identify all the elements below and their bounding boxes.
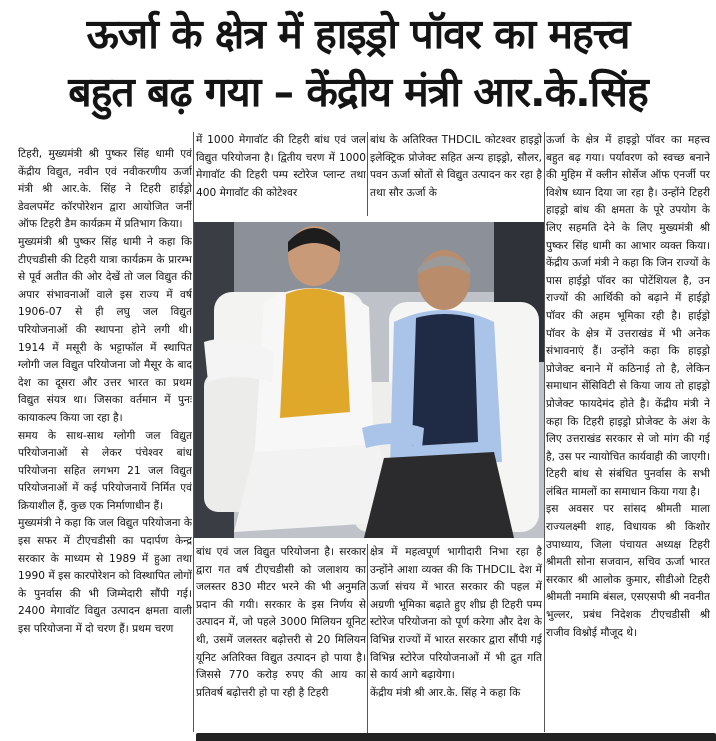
paragraph: बांध एवं जल विद्युत परियोजना है। सरकार द्वारा गत वर्ष टीएचडीसी को जलाशय का जलस्तर 830 मीटर भरने की भी अनुमति प्रदान की गयी। सरकार के इस निर्णय से उत्पादन में, जो पहले 3000 मिलियन यूनिट थी, उसमें जलस्तर बढ़ोत्तरी से 20 मिलियन यूनिट अतिरिक्त विद्युत उत्पादन हो पाया है। जिससे 770 करोड़ रुपए की आय का प्रतिवर्ष बढ़ोत्तरी हो पा रही है टिहरी xyxy=(196,546,366,699)
article-column-1 xyxy=(18,146,192,741)
paragraph: टिहरी, मुख्यमंत्री श्री पुष्कर सिंह धामी एवं केंद्रीय विद्युत, नवीन एवं नवीकरणीय ऊर्जा मंत्री श्री आर.के. सिंह ने टिहरी हाईड्रो डेवलपमेंट कॉरपोरेशन द्वारा आयोजित जर्नी ऑफ टिहरी डैम कार्यक्रम में प्रतिभाग किया। xyxy=(18,148,192,231)
paragraph: इस अवसर पर सांसद श्रीमती माला राज्यलक्ष्मी शाह, विधायक श्री किशोर उपाध्याय, जिला पंचायत अध्यक्ष टिहरी श्रीमती सोना सजवान, सचिव ऊर्जा भारत सरकार श्री आलोक कुमार, सीडीओ टिहरी श्रीमती नमामि बंसल, एसएसपी श्री नवनीत भुल्लर, प्रबंध निदेशक टीएचडीसी श्री राजीव विश्नोई मौजूद थे। xyxy=(546,503,710,639)
paragraph: बांध के अतिरिक्त THDCIL कोटश्वर हाइड्रो इलेक्ट्रिक प्रोजेक्ट सहित अन्य हाइड्रो, सौलर, पवन ऊर्जा स्रोतों से विद्युत उत्पादन कर रहा है तथा सौर ऊर्जा के xyxy=(370,134,542,199)
article-column-4 xyxy=(546,132,710,741)
headline-line-1: ऊर्जा के क्षेत्र में हाइड्रो पॉवर का महत्त्व xyxy=(86,10,630,58)
article-column-2-bottom xyxy=(196,544,366,741)
photo-illustration xyxy=(194,222,544,538)
column-divider xyxy=(193,132,194,732)
paragraph: केंद्रीय मंत्री श्री आर.के. सिंह ने कहा कि xyxy=(370,686,521,699)
headline-line-2: बहुत बढ़ गया – केंद्रीय मंत्री आर.के.सिंह xyxy=(68,68,648,116)
paragraph: मुख्यमंत्री श्री पुष्कर सिंह धामी ने कहा कि टीएचडीसी की टिहरी यात्रा कार्यक्रम के प्रारम्भ से पूर्व अतीत की ओर देखें तो जल विद्युत की अपार संभावनाओं वाले इस राज्य में वर्ष 1906-07 से ही लघु जल विद्युत परियोजनाओं की स्थापना होने लगी थी। 1914 में मसूरी के भट्टाफॉल में स्थापित ग्लोगी जल विद्युत परियोजना जो मैसूर के बाद देश का दूसरा और उत्तर भारत का प्रथम विद्युत संयत्र था। जिसका वर्तमान में पुनः कायाकल्प किया जा रहा है। xyxy=(18,235,192,424)
paragraph: में 1000 मेगावॉट की टिहरी बांध एवं जल विद्युत परियोजना है। द्वितीय चरण में 1000 मेगावॉट की टिहरी पम्प स्टोरेज प्लान्ट तथा 400 मेगावॉट की कोटेश्वर xyxy=(196,134,366,199)
article-column-2-top xyxy=(196,132,366,210)
column-divider xyxy=(367,544,368,734)
news-photo xyxy=(194,222,544,538)
article-column-3-bottom xyxy=(370,544,542,741)
paragraph: समय के साथ-साथ ग्लोगी जल विद्युत परियोजनाओं से लेकर पंचेश्वर बांध परियोजना सहित लगभग 21 जल विद्युत परियोजनाओं में कई परियोजनायें निर्मित एवं क्रियाशील हैं, कुछ एक निर्माणाधीन हैं। xyxy=(18,429,192,512)
article-column-3-top xyxy=(370,132,542,210)
paragraph: मुख्यमंत्री ने कहा कि जल विद्युत परियोजना के इस सफर में टीएचडीसी का पदार्पण केन्द्र सरकार के माध्यम से 1989 में हुआ तथा 1990 में इस कारपोरेशन को विस्थापित लोगों के पुनर्वास की भी जिम्मेदारी सौंपी गई। 2400 मेगावॉट विद्युत उत्पादन क्षमता वाली इस परियोजना में दो चरण हैं। प्रथम चरण xyxy=(18,517,192,636)
paragraph: क्षेत्र में महत्वपूर्ण भागीदारी निभा रहा है उन्होंने आशा व्यक्त की कि THDCIL देश में ऊर्जा संचय में भारत सरकार की पहल में अग्रणी भूमिका बढ़ाते हुए शीघ्र ही टिहरी पम्प स्टोरेज परियोजना को पूर्ण करेगा और देश के विभिन्न राज्यों में भारत सरकार द्वारा सौंपी गई विभिन्न स्टोरेज परियोजनाओं में भी द्रुत गति से कार्य आगे बढ़ायेगा। xyxy=(370,546,542,682)
paragraph: ऊर्जा के क्षेत्र में हाइड्रो पॉवर का महत्त्व बहुत बढ़ गया। पर्यावरण को स्वच्छ बनाने की मुहिम में क्लीन सोर्सेज ऑफ एनर्जी पर विशेष ध्यान दिया जा रहा है। उन्होंने टिहरी हाइड्रो बांध की क्षमता के पूरे उपयोग के लिए सहमति देने के लिए मुख्यमंत्री श्री पुष्कर सिंह धामी का आभार व्यक्त किया। केंद्रीय ऊर्जा मंत्री ने कहा कि जिन राज्यों के पास हाईड्रो पॉवर का पोटेंशियल है, उन राज्यों की आर्थिकी को बढ़ाने में हाईड्रो पॉवर की अहम भूमिका रही है। हाईड्रो पॉवर के क्षेत्र में उत्तराखंड में भी अनेक संभावनाएं हैं। उन्होंने कहा कि हाइड्रो प्रोजेक्ट बनाने में कठिनाई तो है, लेकिन समाधान सेंसिविटी से किया जाय तो हाइड्रो प्रोजेक्ट फायदेमंद होते है। केंद्रीय मंत्री ने कहा कि टिहरी हाइड्रो प्रोजेक्ट के अंश के लिए उत्तराखंड सरकार से जो मांग की गई है, उस पर न्यायोचित कार्यवाही की जाएगी। टिहरी बांध से संबंधित पुनर्वास के सभी लंबित मामलों का समाधान किया गया है। xyxy=(546,134,710,498)
column-divider xyxy=(367,132,368,216)
column-divider xyxy=(544,132,545,732)
next-headline-cutoff xyxy=(196,733,716,741)
